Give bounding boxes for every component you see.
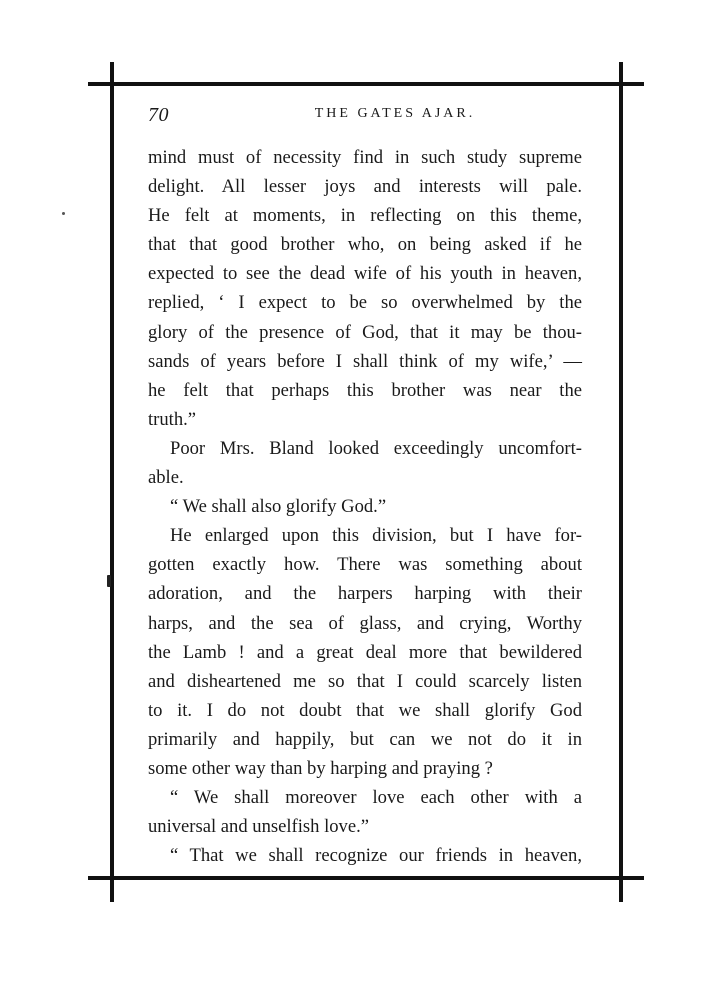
text-line: sands of years before I shall think of my wife,’ — [148,350,582,372]
text-line: glory of the presence of God, that it may be thou- [148,321,582,343]
text-line: and disheartened me so that I could scarcely listen [148,670,582,692]
text-line: expected to see the dead wife of his youth in heaven, [148,263,582,285]
text-line: some other way than by harping and praying ? [148,757,493,779]
running-title: THE GATES AJAR. [314,106,476,121]
text-line: universal and unselfish love.” [148,816,370,838]
text-line: replied, ‘ I expect to be so overwhelmed by the [148,292,582,314]
text-line: mind must of necessity find in such study supreme [148,147,582,168]
text-line: “ We shall also glorify God.” [170,496,387,518]
text-line: adoration, and the harpers harping with their [148,583,582,605]
print-speck [62,212,65,215]
text-line: Poor Mrs. Bland looked exceedingly uncomfort- [170,437,582,459]
text-line: he felt that perhaps this brother was near the [148,379,582,401]
text-line: He felt at moments, in reflecting on this theme, [148,205,582,227]
print-speck [107,575,111,587]
text-line: harps, and the sea of glass, and crying, Worthy [148,612,582,634]
text-line: “ We shall moreover love each other with a [170,787,582,809]
text-line: able. [148,467,184,489]
text-line: to it. I do not doubt that we shall glorify God [148,699,582,721]
text-line: that that good brother who, on being asked if he [148,234,582,256]
bottom-border-rule [88,876,644,880]
text-line: the Lamb ! and a great deal more that bewildered [148,641,582,663]
right-border-rule [619,62,623,902]
left-border-rule [110,62,114,902]
page-number: 70 [148,104,169,126]
text-line: “ That we shall recognize our friends in heaven, [170,845,582,867]
text-line: delight. All lesser joys and interests will pale. [148,176,582,198]
text-line: He enlarged upon this division, but I have for- [170,525,582,547]
text-line: truth.” [148,408,197,430]
top-border-rule [88,82,644,86]
body-text [148,143,582,870]
text-line: gotten exactly how. There was something about [148,554,582,576]
text-line: primarily and happily, but can we not do it in [148,728,582,750]
